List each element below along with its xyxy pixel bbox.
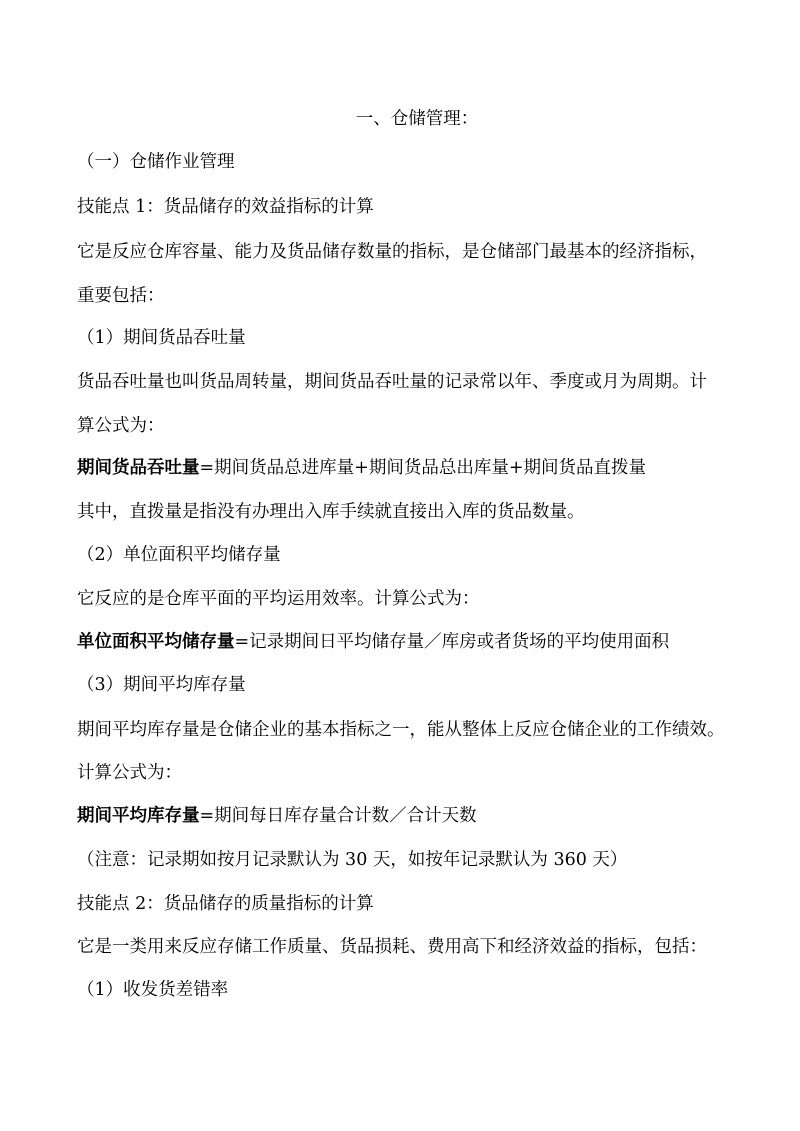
item3-formula-term: 期间平均库存量 [77, 806, 200, 826]
skill2-item1-heading: （1）收发货差错率 [77, 980, 229, 1000]
item2-desc: 它反应的是仓库平面的平均运用效率。计算公式为： [77, 589, 480, 609]
item1-heading: （1）期间货品吞吐量 [77, 328, 246, 348]
page-title: 一、仓储管理： [355, 109, 479, 129]
skill2-intro: 它是一类用来反应存储工作质量、货品损耗、费用高下和经济效益的指标，包括： [77, 937, 707, 957]
skill1-intro-line2: 重要包括： [77, 286, 165, 306]
item2-heading: （2）单位面积平均储存量 [77, 545, 281, 565]
item3-formula [77, 804, 477, 828]
item1-formula-term: 期间货品吞吐量 [77, 458, 200, 478]
item1-formula [77, 456, 646, 480]
item2-formula-rest: =记录期间日平均储存量／库房或者货场的平均使用面积 [234, 632, 670, 652]
skill1-intro-line1: 它是反应仓库容量、能力及货品储存数量的指标，是仓储部门最基本的经济指标， [77, 242, 707, 262]
section-heading: （一）仓储作业管理 [77, 152, 235, 172]
item3-note: （注意：记录期如按月记录默认为 30 天，如按年记录默认为 360 天） [77, 850, 628, 870]
item3-formula-rest: =期间每日库存量合计数／合计天数 [199, 806, 477, 826]
item1-note: 其中，直拨量是指没有办理出入库手续就直接出入库的货品数量。 [77, 502, 585, 522]
item1-desc-line2: 算公式为： [77, 416, 165, 436]
item2-formula-term: 单位面积平均储存量 [77, 632, 235, 652]
item2-formula [77, 630, 669, 654]
skill1-heading: 技能点 1：货品储存的效益指标的计算 [77, 197, 374, 217]
item1-desc-line1: 货品吞吐量也叫货品周转量，期间货品吞吐量的记录常以年、季度或月为周期。计 [77, 372, 707, 392]
item3-desc-line2: 计算公式为： [77, 763, 182, 783]
item1-formula-rest: =期间货品总进库量+期间货品总出库量+期间货品直拨量 [199, 458, 646, 478]
item3-desc-line1: 期间平均库存量是仓储企业的基本指标之一，能从整体上反应仓储企业的工作绩效。 [77, 720, 725, 740]
skill2-heading: 技能点 2：货品储存的质量指标的计算 [77, 894, 374, 914]
item3-heading: （3）期间平均库存量 [77, 675, 246, 695]
